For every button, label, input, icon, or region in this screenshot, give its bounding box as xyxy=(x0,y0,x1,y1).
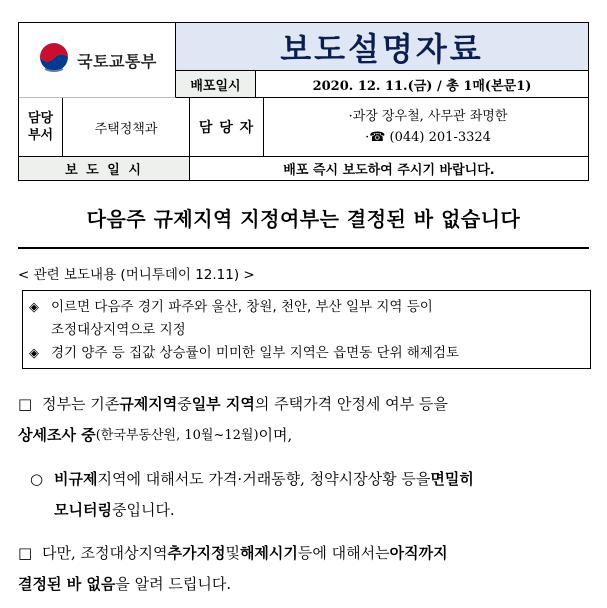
org-logo-cell xyxy=(19,23,176,98)
p3-text: 을 알려 드립니다. xyxy=(115,575,232,593)
diamond-bullet-icon: ◈ xyxy=(29,300,39,315)
p2-text: 중입니다. xyxy=(111,501,175,519)
report-date-label: 보 도 일 시 xyxy=(19,157,190,180)
square-bullet-icon: □ xyxy=(18,395,33,413)
summary-item2: 경기 양주 등 집값 상승률이 미미한 일부 지역은 읍면동 단위 해제검토 xyxy=(51,345,460,361)
paragraph-1 xyxy=(18,389,604,451)
paragraph-3 xyxy=(18,538,604,600)
summary-item1-line2: 조정대상지역으로 지정 xyxy=(51,322,186,338)
paragraph-2 xyxy=(30,464,604,526)
summary-item-text xyxy=(51,296,584,342)
p1-line1 xyxy=(18,389,604,420)
p1-bold-detailed-survey: 상세조사 중 xyxy=(18,426,96,444)
p3-text: 등에 대해서는 xyxy=(297,544,390,562)
p3-line1 xyxy=(18,538,604,569)
government-emblem-icon xyxy=(37,43,71,77)
report-date-value: 배포 즉시 보도하여 주시기 바랍니다. xyxy=(283,163,495,178)
manager-names: ·과장 장우철, 사무관 좌명한 xyxy=(348,109,508,124)
manager-phone: ·☎ (044) 201-3324 xyxy=(365,130,491,145)
p1-text: 이며, xyxy=(258,426,293,444)
org-name: 국토교통부 xyxy=(77,51,157,71)
distribution-label: 배포일시 xyxy=(176,71,256,98)
p2-bold-monitoring: 모니터링 xyxy=(54,501,112,519)
related-report: < 관련 보도내용 (머니투데이 12.11) > xyxy=(18,267,255,283)
summary-item1-line1: 이르면 다음주 경기 파주와 울산, 창원, 천안, 부산 일부 지역 등이 xyxy=(51,299,433,315)
p2-bold-non-regulated: 비규제 xyxy=(54,470,98,488)
manager-value xyxy=(264,98,588,157)
p1-text: 중 xyxy=(177,395,192,413)
dept-value: 주택정책과 xyxy=(63,98,190,157)
p1-bold-regulated-area: 규제지역 xyxy=(119,395,178,413)
dept-label xyxy=(19,98,63,157)
summary-item xyxy=(29,296,584,342)
p3-bold-yet: 아직까지 xyxy=(389,544,448,562)
square-bullet-icon: □ xyxy=(18,544,33,562)
p3-bold-additional-designation: 추가지정 xyxy=(167,544,226,562)
p2-line2 xyxy=(30,495,604,526)
p1-survey-note: (한국부동산원, 10월~12월) xyxy=(95,428,259,443)
p3-bold-release-timing: 해제시기 xyxy=(239,544,298,562)
p1-text: 정부는 기존 xyxy=(42,395,120,413)
p2-text: 지역에 대해서도 가격·거래동향, 청약시장상황 등을 xyxy=(97,470,431,488)
p3-bold-not-decided: 결정된 바 없음 xyxy=(18,575,116,593)
dept-label-line1: 담당 xyxy=(27,111,54,126)
summary-box xyxy=(22,290,591,369)
press-header-table xyxy=(18,22,589,181)
p2-line1 xyxy=(30,464,604,495)
p1-line2 xyxy=(18,420,604,451)
p2-bold-closely: 면밀히 xyxy=(430,470,474,488)
headline: 다음주 규제지역 지정여부는 결정된 바 없습니다 xyxy=(86,207,521,231)
p3-text: 및 xyxy=(225,544,240,562)
doc-title-cell xyxy=(176,23,588,71)
p3-line2 xyxy=(18,569,604,600)
summary-item xyxy=(29,342,584,365)
circle-bullet-icon: ○ xyxy=(30,470,44,488)
distribution-value: 2020. 12. 11.(금) / 총 1매(본문1) xyxy=(256,71,588,98)
dept-label-line2: 부서 xyxy=(27,128,54,143)
diamond-bullet-icon: ◈ xyxy=(29,346,39,361)
manager-label: 담 당 자 xyxy=(190,98,264,157)
headline-divider xyxy=(18,247,589,249)
p1-bold-some-area: 일부 지역 xyxy=(191,395,255,413)
p1-text: 의 주택가격 안정세 여부 등을 xyxy=(254,395,448,413)
doc-title: 보도설명자료 xyxy=(280,29,484,68)
p3-text: 다만, 조정대상지역 xyxy=(42,544,168,562)
